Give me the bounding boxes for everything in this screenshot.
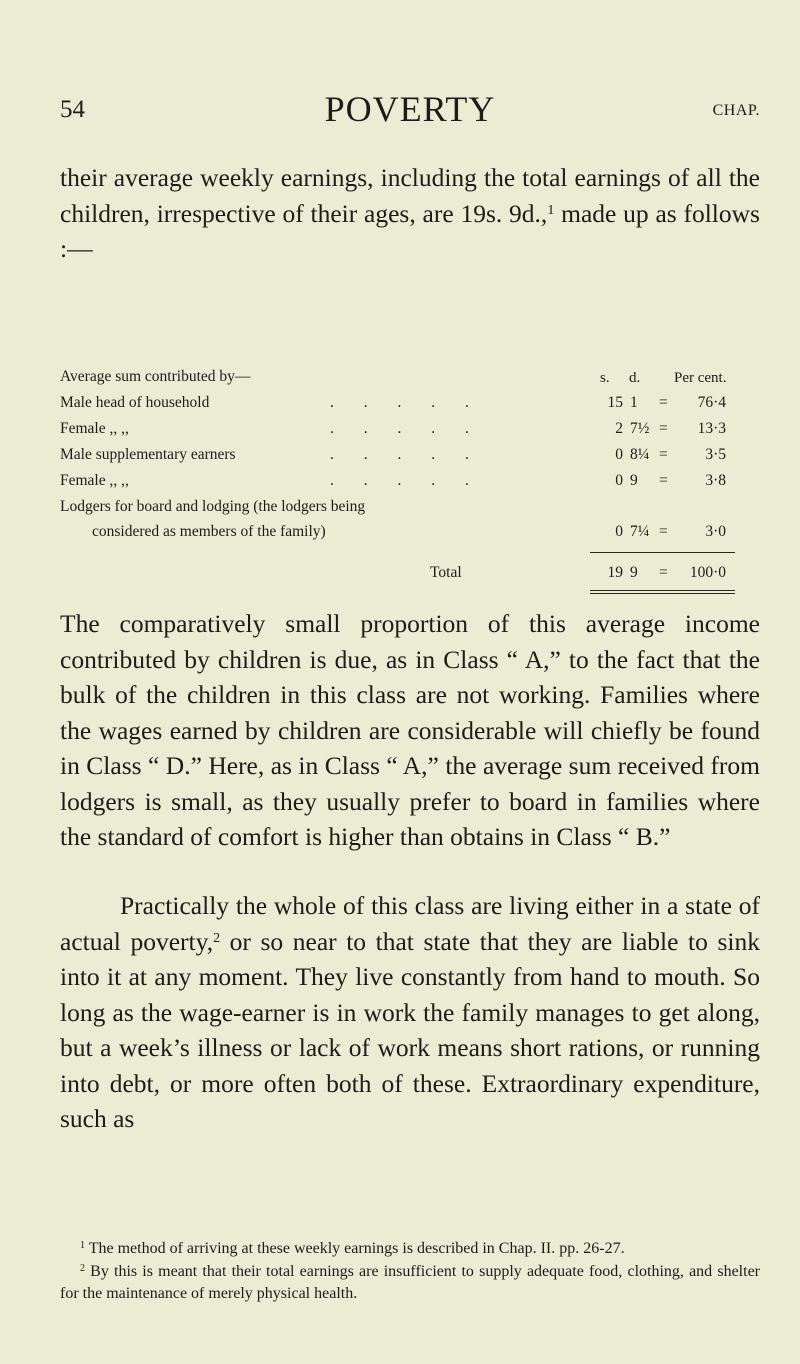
leader-dots: . . . . . bbox=[330, 394, 482, 411]
body-paragraph: The comparatively small proportion of this average income contributed by children is due, as in Class “ A,” to the fact that the bulk of the children in this class are not working. Families where the wages earned by children are considerable will chiefly be found in Class “ D.” Here, as in Class “ A,” the average sum received from lodgers is small, as they usually prefer to board in families where the standard of comfort is higher than obtains in Class “ B.” bbox=[60, 609, 760, 851]
row-percent: 3·5 bbox=[705, 446, 726, 463]
leader-dots: . . . . . bbox=[330, 420, 482, 437]
row-pence: 1 bbox=[630, 394, 638, 411]
row-shillings: 0 bbox=[615, 472, 623, 489]
page-number: 54 bbox=[60, 96, 85, 123]
row-shillings: 0 bbox=[615, 523, 623, 540]
table-caption: Average sum contributed by— bbox=[60, 368, 251, 385]
row-pence: 9 bbox=[630, 472, 638, 489]
total-shillings: 19 bbox=[607, 564, 623, 581]
total-equals: = bbox=[659, 564, 668, 581]
row-equals: = bbox=[659, 420, 668, 437]
intro-text: their average weekly earnings, including the total earnings of all the children, irrespective of their ages, are 19s. 9d., bbox=[60, 163, 760, 228]
row-equals: = bbox=[659, 523, 668, 540]
table-row bbox=[60, 394, 760, 416]
row-label: considered as members of the family) bbox=[92, 523, 326, 540]
total-percent: 100·0 bbox=[689, 564, 726, 581]
row-label: Male supplementary earners bbox=[60, 446, 236, 463]
row-shillings: 15 bbox=[607, 394, 623, 411]
leader-dots: . . . . . bbox=[330, 472, 482, 489]
row-pence: 8¼ bbox=[630, 446, 650, 463]
footnote bbox=[60, 1261, 760, 1306]
row-percent: 13·3 bbox=[697, 420, 726, 437]
row-label: Female ,, ,, bbox=[60, 472, 129, 489]
running-title: POVERTY bbox=[324, 89, 496, 129]
footnote-ref-2: 2 bbox=[213, 930, 221, 946]
row-pence: 7½ bbox=[630, 420, 650, 437]
row-label: Male head of household bbox=[60, 394, 210, 411]
chapter-label: CHAP. bbox=[712, 102, 760, 119]
footnote-ref-1: 1 bbox=[547, 202, 555, 218]
body-text: Practically the whole of this class are living either in a state of actual poverty, bbox=[60, 891, 760, 956]
footnote bbox=[60, 1238, 760, 1261]
row-label: Female ,, ,, bbox=[60, 420, 129, 437]
row-percent: 3·8 bbox=[705, 472, 726, 489]
footnotes bbox=[60, 1238, 760, 1306]
row-equals: = bbox=[659, 472, 668, 489]
total-label: Total bbox=[430, 564, 462, 581]
table-row bbox=[60, 420, 760, 442]
body-text: or so near to that state that they are liable to sink into it at any moment. They live constantly from hand to mouth. So long as the wage-earner is in work the family manages to get along, but a week’s illness or lack of work means short rations, or running into debt, or more often both of these. Extraordinary expenditure, such as bbox=[60, 926, 760, 1133]
col-header-d: d. bbox=[629, 370, 641, 386]
row-percent: 76·4 bbox=[697, 394, 726, 411]
page-header bbox=[60, 88, 760, 138]
row-equals: = bbox=[659, 394, 668, 411]
col-header-pct: Per cent. bbox=[674, 370, 727, 386]
row-equals: = bbox=[659, 446, 668, 463]
table-rule bbox=[590, 552, 735, 553]
table-row bbox=[60, 472, 760, 494]
table-row bbox=[60, 523, 760, 545]
table-total-row bbox=[60, 564, 760, 586]
table-rule bbox=[590, 590, 735, 591]
leader-dots: . . . . . bbox=[330, 446, 482, 463]
footnote-text: The method of arriving at these weekly earnings is described in Chap. II. pp. 26-27. bbox=[85, 1240, 625, 1257]
footnote-marker: 1 bbox=[80, 1240, 85, 1251]
total-pence: 9 bbox=[630, 564, 638, 581]
footnote-text: By this is meant that their total earnings are insufficient to supply adequate food, clothing, and shelter for the maintenance of merely physical health. bbox=[60, 1262, 760, 1302]
row-shillings: 0 bbox=[615, 446, 623, 463]
intro-tail: made up as follows :— bbox=[60, 198, 760, 263]
row-percent: 3·0 bbox=[705, 523, 726, 540]
table-row bbox=[60, 498, 760, 520]
table-row bbox=[60, 446, 760, 468]
intro-paragraph bbox=[60, 160, 760, 267]
col-header-s: s. bbox=[600, 370, 610, 386]
row-shillings: 2 bbox=[615, 420, 623, 437]
body-paragraph bbox=[60, 888, 760, 1137]
row-label: Lodgers for board and lodging (the lodgers being bbox=[60, 498, 366, 515]
footnote-marker: 2 bbox=[80, 1262, 85, 1274]
table-rule bbox=[590, 593, 735, 594]
row-pence: 7¼ bbox=[630, 523, 650, 540]
